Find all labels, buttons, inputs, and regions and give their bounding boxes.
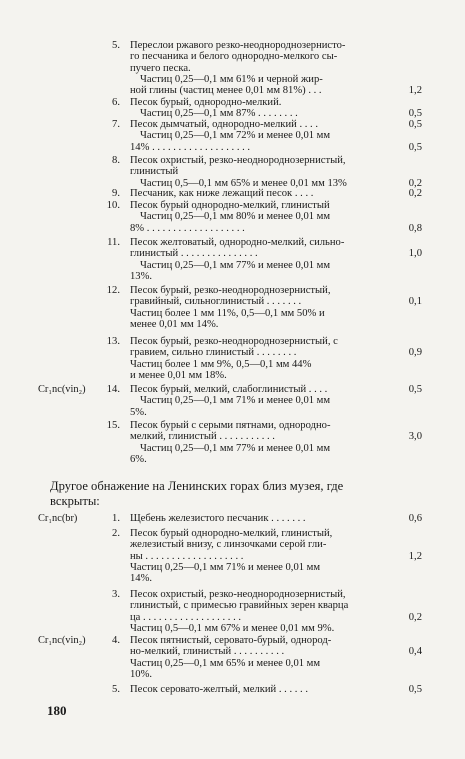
entry-number: 1. — [112, 513, 120, 524]
entry-description — [130, 237, 387, 282]
entry-number: 5. — [112, 684, 120, 695]
entry-description — [130, 589, 387, 634]
entry-number: 10. — [106, 200, 120, 211]
description-line: глинистый . . . . . . . . . . . . . . . — [130, 248, 258, 260]
layer-thickness: 0,2 — [408, 188, 422, 199]
description-line: Песчаник, как ниже лежащий песок . . . . — [130, 188, 314, 199]
entry-description — [130, 97, 387, 120]
entry-number: 7. — [112, 119, 120, 130]
description-line: Частиц более 1 мм 11%, 0,5—0,1 мм 50% и — [130, 307, 325, 319]
entry-description — [130, 384, 387, 418]
description-line: но-мелкий, глинистый . . . . . . . . . . — [130, 646, 285, 658]
entry-description — [130, 336, 387, 381]
description-line: 5%. — [130, 406, 147, 418]
layer-thickness: 1,0 — [408, 248, 422, 260]
description-line: Песок бурый, резко-неоднороднозернистый, — [130, 285, 331, 296]
description-line: Песок бурый однородно-мелкий, глинистый — [130, 200, 330, 211]
description-line: Частиц 0,25—0,1 мм 71% и менее 0,01 мм — [130, 561, 321, 573]
entry-description — [130, 188, 387, 199]
entry-number: 8. — [112, 155, 120, 166]
entry-description — [130, 200, 387, 234]
stratigraphic-index: Cr₁nc(vin₂) — [38, 635, 86, 646]
description-line: Частиц 0,25—0,1 мм 61% и черной жир- — [140, 73, 323, 85]
entry-number: 13. — [106, 336, 120, 347]
stratigraphic-index: Cr₁nc(vin₂) — [38, 384, 86, 395]
entry-number: 12. — [106, 285, 120, 296]
entry-number: 4. — [112, 635, 120, 646]
entry-number: 5. — [112, 40, 120, 51]
description-line: Частиц 0,25—0,1 мм 71% и менее 0,01 мм — [140, 395, 331, 407]
description-line: Песок бурый, однородно-мелкий. — [130, 97, 282, 108]
description-line: 14%. — [130, 573, 153, 585]
description-line: 13%. — [130, 270, 153, 282]
description-line: Частиц 0,25—0,1 мм 65% и менее 0,01 мм — [130, 657, 321, 669]
description-line: Частиц более 1 мм 9%, 0,5—0,1 мм 44% — [130, 358, 312, 370]
layer-thickness: 0,5 — [408, 108, 422, 120]
entry-description — [130, 285, 387, 330]
layer-thickness: 1,2 — [408, 550, 422, 562]
description-line: Частиц 0,25—0,1 мм 80% и менее 0,01 мм — [140, 211, 331, 223]
layer-thickness: 0,6 — [408, 513, 422, 524]
entry-number: 2. — [112, 528, 120, 539]
layer-thickness: 0,2 — [408, 177, 422, 189]
entry-description — [130, 635, 387, 680]
entry-description — [130, 684, 387, 695]
description-line: ной глины (частиц менее 0,01 мм 81%) . . . — [130, 85, 322, 97]
heading-line: Другое обнажение на Ленинских горах близ музея, где — [50, 479, 344, 493]
description-line: и менее 0,01 мм 18%. — [130, 369, 227, 381]
description-line: Песок охристый, резко-неоднороднозернистый, — [130, 589, 346, 600]
stratigraphic-index: Cr₁nc(br) — [38, 513, 78, 524]
section-heading — [50, 479, 430, 509]
layer-thickness: 0,5 — [408, 119, 422, 130]
description-line: менее 0,01 мм 14%. — [130, 318, 219, 330]
layer-thickness: 0,5 — [408, 141, 422, 153]
description-line: 6%. — [130, 453, 147, 465]
entry-description — [130, 528, 387, 584]
description-line: глинистый, с примесью гравийных зерен кварца — [130, 600, 349, 612]
description-line: Частиц 0,25—0,1 мм 87% . . . . . . . . — [140, 108, 298, 120]
entry-number: 14. — [106, 384, 120, 395]
description-line: 14% . . . . . . . . . . . . . . . . . . . — [130, 141, 251, 153]
description-line: Частиц 0,25—0,1 мм 72% и менее 0,01 мм — [140, 130, 331, 142]
description-line: Песок желтоватый, однородно-мелкий, сильно- — [130, 237, 345, 248]
description-line: Щебень железистого песчаник . . . . . . . — [130, 513, 306, 524]
page-number: 180 — [47, 703, 67, 718]
description-line: Частиц 0,5—0,1 мм 65% и менее 0,01 мм 13% — [140, 177, 347, 189]
entry-description — [130, 119, 387, 153]
description-line: гравийный, сильноглинистый . . . . . . . — [130, 296, 302, 308]
description-line: мелкий, глинистый . . . . . . . . . . . — [130, 431, 275, 443]
description-line: Песок бурый однородно-мелкий, глинистый, — [130, 528, 333, 539]
description-line: Песок пятнистый, серовато-бурый, однород- — [130, 635, 332, 646]
entry-number: 3. — [112, 589, 120, 600]
entry-description — [130, 513, 387, 524]
description-line: 8% . . . . . . . . . . . . . . . . . . . — [130, 222, 245, 234]
description-line: Песок серовато-желтый, мелкий . . . . . . — [130, 684, 308, 695]
entry-number: 9. — [112, 188, 120, 199]
description-line: Переслои ржавого резко-неоднороднозернисто- — [130, 40, 346, 51]
description-line: Частиц 0,25—0,1 мм 77% и менее 0,01 мм — [140, 442, 331, 454]
layer-thickness: 0,5 — [408, 384, 422, 395]
description-line: Частиц 0,25—0,1 мм 77% и менее 0,01 мм — [140, 259, 331, 271]
layer-thickness: 0,4 — [408, 646, 422, 658]
description-line: го песчаника и белого однородно-мелкого сы- — [130, 51, 338, 63]
entry-number: 6. — [112, 97, 120, 108]
description-line: 10%. — [130, 668, 153, 680]
description-line: Песок бурый, резко-неоднороднозернистый, с — [130, 336, 338, 347]
layer-thickness: 1,2 — [408, 85, 422, 97]
description-line: Песок бурый с серыми пятнами, однородно- — [130, 420, 331, 431]
layer-thickness: 0,9 — [408, 347, 422, 359]
description-line: пучего песка. — [130, 62, 191, 74]
entry-description — [130, 40, 387, 96]
description-line: Песок охристый, резко-неоднороднозернистый, — [130, 155, 346, 166]
entry-number: 11. — [107, 237, 120, 248]
description-line: ца . . . . . . . . . . . . . . . . . . . — [130, 611, 242, 623]
description-line: гравием, сильно глинистый . . . . . . . . — [130, 347, 297, 359]
layer-thickness: 3,0 — [408, 431, 422, 443]
description-line: глинистый — [130, 166, 179, 178]
heading-line: вскрыты: — [50, 494, 100, 508]
entry-number: 15. — [106, 420, 120, 431]
layer-thickness: 0,8 — [408, 222, 422, 234]
layer-thickness: 0,5 — [408, 684, 422, 695]
description-line: Песок бурый, мелкий, слабоглинистый . . . . — [130, 384, 328, 395]
description-line: железистый внизу, с линзочками серой гли- — [130, 539, 327, 551]
description-line: Песок дымчатый, однородно-мелкий . . . . — [130, 119, 318, 130]
entry-description — [130, 155, 387, 189]
description-line: ны . . . . . . . . . . . . . . . . . . . — [130, 550, 244, 562]
layer-thickness: 0,1 — [408, 296, 422, 308]
layer-thickness: 0,2 — [408, 611, 422, 623]
description-line: Частиц 0,5—0,1 мм 67% и менее 0,01 мм 9%. — [130, 622, 335, 634]
entry-description — [130, 420, 387, 465]
